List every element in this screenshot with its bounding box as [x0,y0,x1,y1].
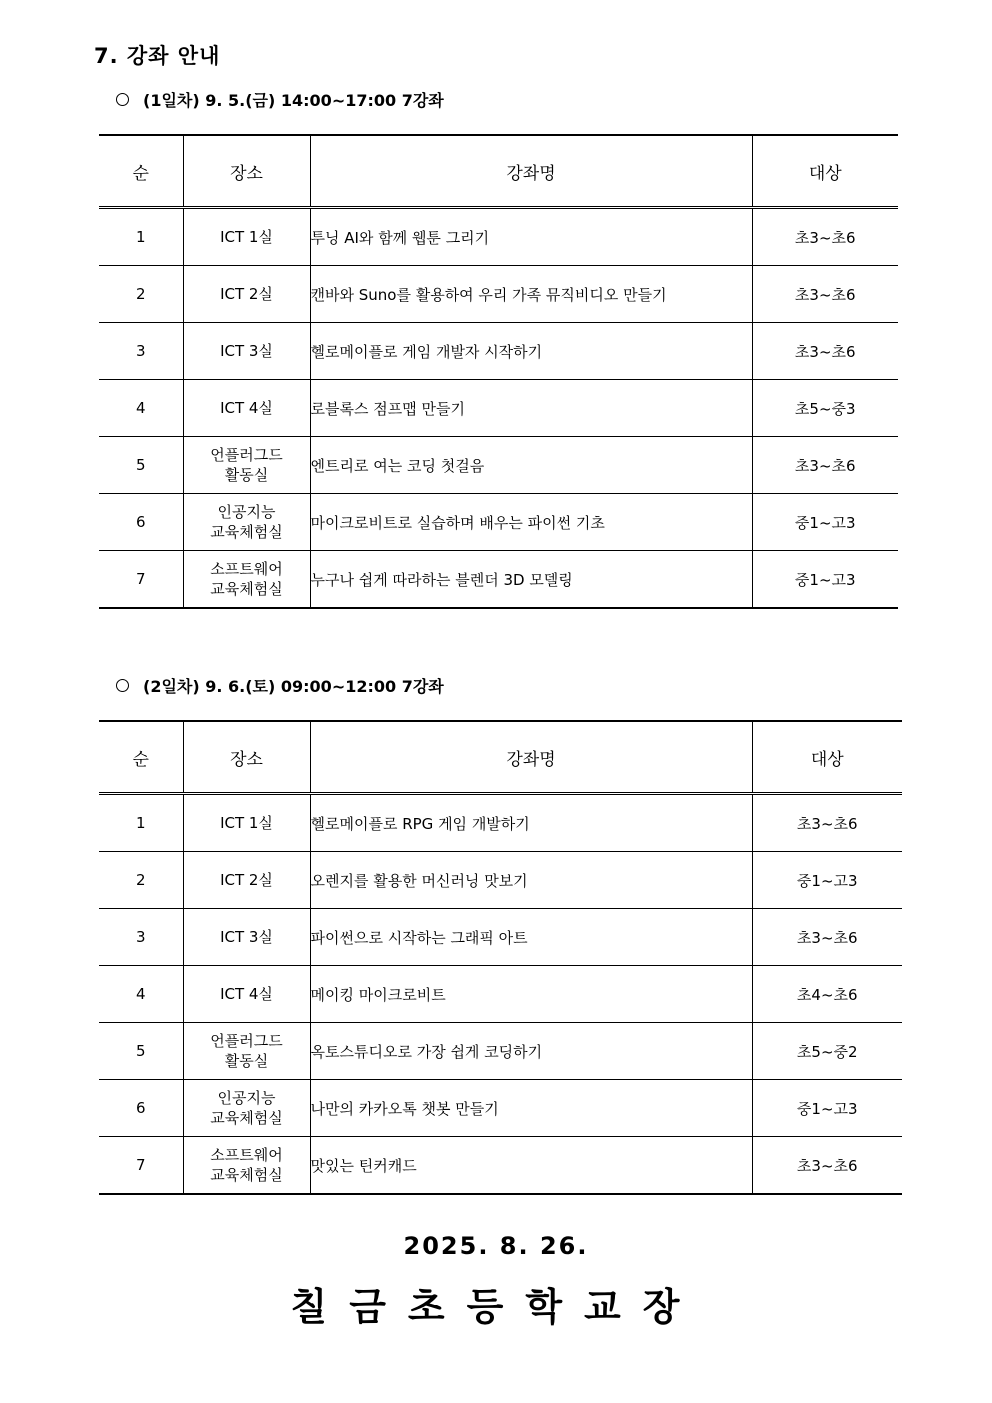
room-label: 활동실 [224,466,269,484]
section-heading: 7. 강좌 안내 [94,44,221,68]
target-grade: 초3~초6 [752,208,898,266]
table-row [99,323,898,380]
row-number: 2 [99,266,183,323]
target-grade: 초4~초6 [752,966,902,1023]
room-cell [183,380,310,437]
column-header-target: 대상 [752,135,898,208]
room-label: ICT 4실 [220,399,273,417]
day1-heading-text: (1일차) 9. 5.(금) 14:00~17:00 7강좌 [143,91,444,110]
column-header-title: 강좌명 [310,721,752,794]
course-title: 헬로메이플로 게임 개발자 시작하기 [310,323,752,380]
target-grade: 초3~초6 [752,794,902,852]
row-number: 1 [99,208,183,266]
day1-heading [116,88,444,111]
room-cell [183,1023,310,1080]
room-label: 교육체험실 [210,580,283,598]
target-grade: 중1~고3 [752,852,902,909]
room-cell [183,1137,310,1195]
course-title: 로블록스 점프맵 만들기 [310,380,752,437]
target-grade: 초5~중3 [752,380,898,437]
row-number: 6 [99,1080,183,1137]
target-grade: 초3~초6 [752,909,902,966]
room-label: 언플러그드 [210,446,283,464]
table-row [99,909,902,966]
row-number: 3 [99,323,183,380]
circle-bullet-icon [116,93,129,106]
course-title: 파이썬으로 시작하는 그래픽 아트 [310,909,752,966]
row-number: 7 [99,1137,183,1195]
course-title: 메이킹 마이크로비트 [310,966,752,1023]
table-row [99,852,902,909]
signer-name: 칠금초등학교장 [290,1285,702,1329]
column-header-room: 장소 [183,135,310,208]
room-label: 교육체험실 [210,1109,283,1127]
day2-heading [116,674,444,697]
table-row [99,494,898,551]
table-row [99,1137,902,1195]
room-label: 교육체험실 [210,1166,283,1184]
day1-table-body [99,208,898,609]
target-grade: 중1~고3 [752,1080,902,1137]
issue-date: 2025. 8. 26. [403,1232,589,1260]
room-cell [183,551,310,609]
row-number: 5 [99,437,183,494]
table-row [99,437,898,494]
target-grade: 초5~중2 [752,1023,902,1080]
room-label: ICT 1실 [220,814,273,832]
table-row [99,380,898,437]
row-number: 3 [99,909,183,966]
room-label: ICT 1실 [220,228,273,246]
room-cell [183,437,310,494]
target-grade: 초3~초6 [752,266,898,323]
day2-schedule-table [99,720,902,1195]
table-row [99,266,898,323]
target-grade: 초3~초6 [752,323,898,380]
room-cell [183,323,310,380]
row-number: 4 [99,966,183,1023]
column-header-no: 순 [99,135,183,208]
room-cell [183,909,310,966]
circle-bullet-icon [116,679,129,692]
room-label: 소프트웨어 [210,1146,283,1164]
course-title: 누구나 쉽게 따라하는 블렌더 3D 모델링 [310,551,752,609]
room-cell [183,1080,310,1137]
room-label: ICT 4실 [220,985,273,1003]
row-number: 1 [99,794,183,852]
course-title: 마이크로비트로 실습하며 배우는 파이썬 기초 [310,494,752,551]
row-number: 6 [99,494,183,551]
room-label: 소프트웨어 [210,560,283,578]
course-title: 맛있는 틴커캐드 [310,1137,752,1195]
course-title: 오렌지를 활용한 머신러닝 맛보기 [310,852,752,909]
table-header-row [99,135,898,208]
room-cell [183,266,310,323]
course-title: 옥토스튜디오로 가장 쉽게 코딩하기 [310,1023,752,1080]
room-cell [183,794,310,852]
course-title: 캔바와 Suno를 활용하여 우리 가족 뮤직비디오 만들기 [310,266,752,323]
column-header-title: 강좌명 [310,135,752,208]
room-label: 인공지능 [217,1089,276,1107]
day1-schedule-table [99,134,898,609]
column-header-room: 장소 [183,721,310,794]
room-label: ICT 3실 [220,928,273,946]
column-header-no: 순 [99,721,183,794]
room-cell [183,494,310,551]
room-label: 교육체험실 [210,523,283,541]
table-row [99,966,902,1023]
row-number: 2 [99,852,183,909]
target-grade: 초3~초6 [752,1137,902,1195]
room-label: ICT 3실 [220,342,273,360]
course-title: 엔트리로 여는 코딩 첫걸음 [310,437,752,494]
day2-heading-text: (2일차) 9. 6.(토) 09:00~12:00 7강좌 [143,677,444,696]
table-row [99,208,898,266]
room-cell [183,852,310,909]
row-number: 5 [99,1023,183,1080]
table-row [99,1080,902,1137]
room-label: ICT 2실 [220,285,273,303]
table-header-row [99,721,902,794]
column-header-target: 대상 [752,721,902,794]
course-title: 나만의 카카오톡 챗봇 만들기 [310,1080,752,1137]
table-row [99,1023,902,1080]
course-title: 투닝 AI와 함께 웹툰 그리기 [310,208,752,266]
room-label: 활동실 [224,1052,269,1070]
course-title: 헬로메이플로 RPG 게임 개발하기 [310,794,752,852]
target-grade: 중1~고3 [752,551,898,609]
room-label: ICT 2실 [220,871,273,889]
row-number: 7 [99,551,183,609]
table-row [99,551,898,609]
row-number: 4 [99,380,183,437]
room-label: 인공지능 [217,503,276,521]
room-label: 언플러그드 [210,1032,283,1050]
day2-table-body [99,794,902,1195]
target-grade: 초3~초6 [752,437,898,494]
room-cell [183,966,310,1023]
table-row [99,794,902,852]
target-grade: 중1~고3 [752,494,898,551]
room-cell [183,208,310,266]
